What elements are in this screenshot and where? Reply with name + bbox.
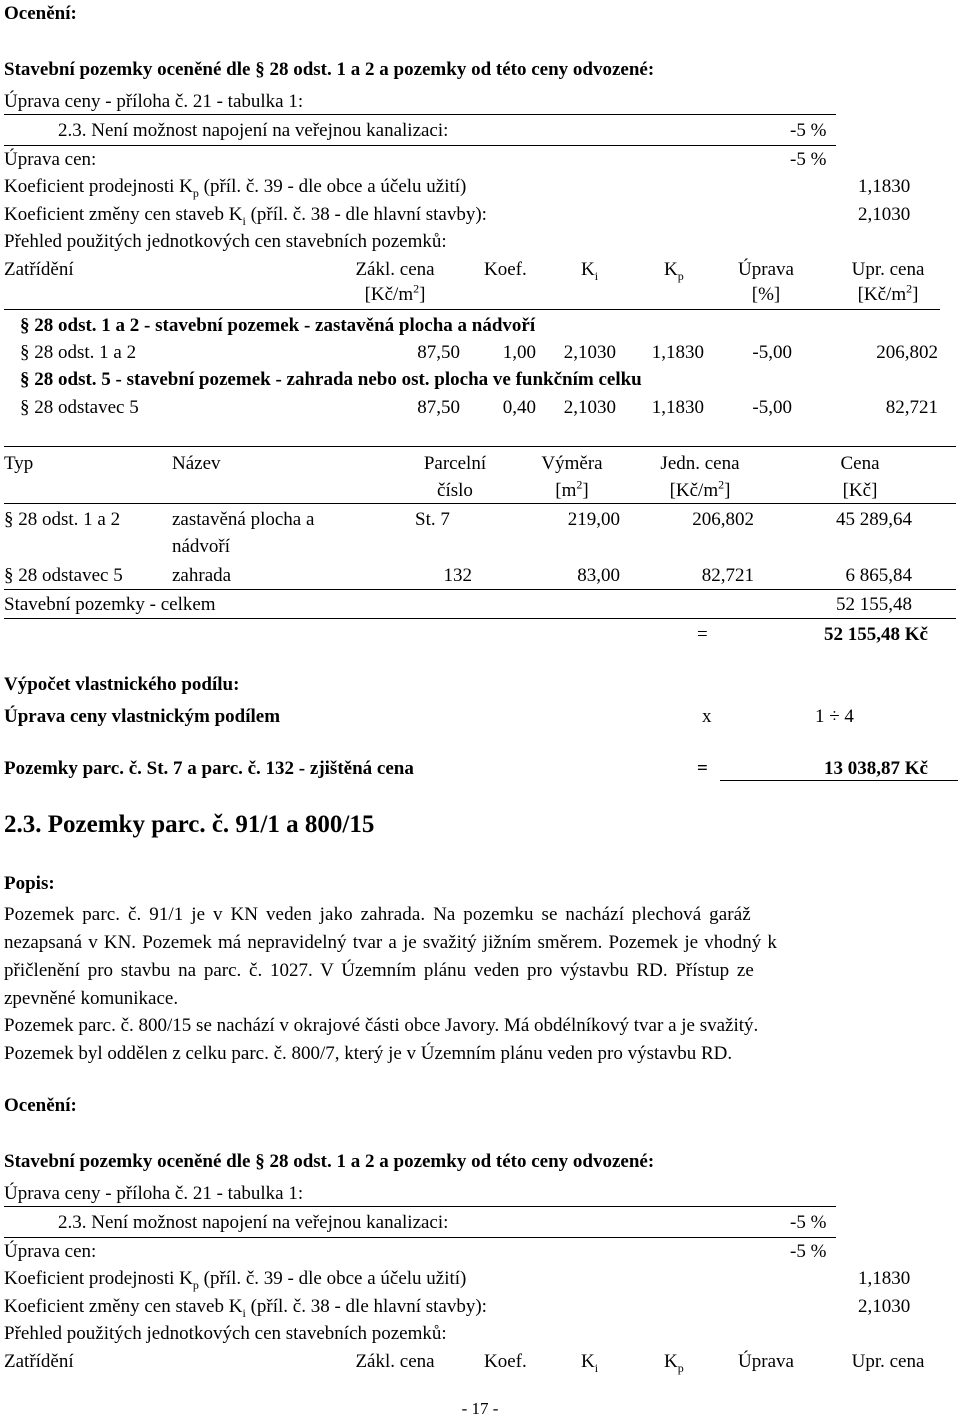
group-title: § 28 odst. 1 a 2 - stavební pozemek - zastavěná plocha a nádvoří	[20, 315, 536, 336]
adjustment-total-label: Úprava cen:	[4, 1241, 97, 1262]
divider	[4, 145, 836, 146]
unit-prices-overview: Přehled použitých jednotkových cen stavebních pozemků:	[4, 231, 447, 252]
table-cell: 1,1830	[651, 342, 704, 363]
table-row-parcel: 132	[443, 565, 472, 586]
col-price-unit: [Kč]	[842, 480, 878, 501]
table-header-line	[4, 309, 940, 310]
divider	[4, 446, 956, 447]
col-base-price: Zákl. cena	[355, 1351, 435, 1372]
col-name: Název	[172, 453, 221, 474]
adjustment-total-value: -5 %	[790, 149, 827, 170]
result-value: 13 038,87 Kč	[824, 758, 928, 779]
kp-coefficient-value: 1,1830	[858, 176, 911, 197]
table-cell: 206,802	[876, 342, 938, 363]
table-row-area: 219,00	[567, 509, 620, 530]
total-final: 52 155,48 Kč	[824, 624, 928, 645]
divider	[4, 1206, 836, 1207]
adjustment-item: 2.3. Není možnost napojení na veřejnou kanalizaci:	[58, 1212, 449, 1233]
col-classification: Zatřídění	[4, 1351, 74, 1372]
divider	[4, 618, 956, 619]
description-line: přičlenění pro stavbu na parc. č. 1027. V Územním plánu veden pro výstavbu RD. Přístup ze	[4, 960, 754, 981]
table-cell: 1,00	[502, 342, 536, 363]
table-row-price: 45 289,64	[836, 509, 912, 530]
ki-coefficient-label: Koeficient změny cen staveb $K_i$ (příl. č. 38 - dle hlavní stavby):	[4, 1296, 487, 1320]
table-cell: 82,721	[885, 397, 938, 418]
valuation-heading: Ocenění:	[4, 1095, 77, 1116]
adjustment-total-value: -5 %	[790, 1241, 827, 1262]
col-adjusted-price-unit: $[Kč/m^2]$	[857, 281, 919, 305]
col-kp: $K_p$	[664, 1351, 684, 1375]
col-adjusted-price: Upr. cena	[851, 1351, 925, 1372]
multiply-sign: x	[702, 706, 712, 727]
table-row-unit-price: 82,721	[701, 565, 754, 586]
col-price: Cena	[840, 453, 880, 474]
table-row-type: § 28 odst. 1 a 2	[20, 342, 137, 363]
col-coef: Koef.	[484, 1351, 527, 1372]
subheading: Stavební pozemky oceněné dle § 28 odst. 1 a 2 a pozemky od této ceny odvozené:	[4, 1151, 655, 1172]
col-base-price: Zákl. cena	[355, 259, 435, 280]
section-title: 2.3. Pozemky parc. č. 91/1 a 800/15	[4, 811, 375, 838]
table-cell: 87,50	[417, 397, 460, 418]
divider	[4, 1237, 836, 1238]
col-ki: $K_i$	[581, 1351, 599, 1375]
adjustment-item: 2.3. Není možnost napojení na veřejnou kanalizaci:	[58, 120, 449, 141]
table-row-type: § 28 odst. 1 a 2	[4, 509, 121, 530]
table-row-unit-price: 206,802	[692, 509, 754, 530]
table-row-type: § 28 odstavec 5	[4, 565, 123, 586]
divider	[4, 114, 836, 115]
description-line: nezapsaná v KN. Pozemek má nepravidelný tvar a je svažitý jižním směrem. Pozemek je vhodný k	[4, 932, 777, 953]
col-adjustment: Úprava	[738, 259, 794, 280]
equals-sign: =	[697, 624, 708, 645]
kp-coefficient-label: Koeficient prodejnosti $K_p$ (příl. č. 39 - dle obce a účelu užití)	[4, 1268, 467, 1292]
col-adjusted-price: Upr. cena	[851, 259, 925, 280]
result-label: Pozemky parc. č. St. 7 a parc. č. 132 - zjištěná cena	[4, 758, 414, 779]
kp-coefficient-label: Koeficient prodejnosti $K_p$ (příl. č. 39 - dle obce a účelu užití)	[4, 176, 467, 200]
result-underline	[720, 780, 958, 781]
table-cell: 1,1830	[651, 397, 704, 418]
table-header-line	[4, 503, 956, 504]
table-row-area: 83,00	[577, 565, 620, 586]
ki-coefficient-label: Koeficient změny cen staveb $K_i$ (příl. č. 38 - dle hlavní stavby):	[4, 204, 487, 228]
table-row-name: zahrada	[172, 565, 232, 586]
valuation-heading: Ocenění:	[4, 3, 77, 24]
col-unit-price-unit: $[Kč/m^2]$	[669, 477, 731, 501]
share-label: Úprava ceny vlastnickým podílem	[4, 706, 281, 727]
col-kp: $K_p$	[664, 259, 684, 283]
adjustment-item-value: -5 %	[790, 1212, 827, 1233]
group-title: § 28 odst. 5 - stavební pozemek - zahrada nebo ost. plocha ve funkčním celku	[20, 369, 642, 390]
ki-coefficient-value: 2,1030	[858, 1296, 911, 1317]
price-adjustment-label: Úprava ceny - příloha č. 21 - tabulka 1:	[4, 91, 304, 112]
equals-sign: =	[697, 758, 708, 779]
col-area-unit: $[m^2]$	[555, 477, 589, 501]
col-ki: $K_i$	[581, 259, 599, 283]
col-type: Typ	[4, 453, 34, 474]
col-area: Výměra	[541, 453, 603, 474]
table-cell: -5,00	[752, 342, 792, 363]
table-cell: 87,50	[417, 342, 460, 363]
col-classification: Zatřídění	[4, 259, 74, 280]
description-line: Pozemek parc. č. 800/15 se nachází v okrajové části obce Javory. Má obdélníkový tvar a je svažitý.	[4, 1015, 759, 1036]
table-cell: -5,00	[752, 397, 792, 418]
table-cell: 0,40	[502, 397, 536, 418]
total-value: 52 155,48	[836, 594, 912, 615]
description-line: Pozemek byl oddělen z celku parc. č. 800/7, který je v Územním plánu veden pro výstavbu RD.	[4, 1043, 733, 1064]
table-cell: 2,1030	[563, 397, 616, 418]
ki-coefficient-value: 2,1030	[858, 204, 911, 225]
share-fraction: 1 ÷ 4	[815, 706, 854, 727]
adjustment-total-label: Úprava cen:	[4, 149, 97, 170]
table-cell: 2,1030	[563, 342, 616, 363]
description-heading: Popis:	[4, 873, 55, 894]
divider	[4, 589, 956, 590]
table-row-name: zastavěná plocha a	[172, 509, 315, 530]
description-line: zpevněné komunikace.	[4, 988, 179, 1009]
kp-coefficient-value: 1,1830	[858, 1268, 911, 1289]
col-adjustment: Úprava	[738, 1351, 794, 1372]
share-heading: Výpočet vlastnického podílu:	[4, 674, 240, 695]
total-label: Stavební pozemky - celkem	[4, 594, 216, 615]
subheading: Stavební pozemky oceněné dle § 28 odst. 1 a 2 a pozemky od této ceny odvozené:	[4, 59, 655, 80]
col-base-price-unit: $[Kč/m^2]$	[364, 281, 426, 305]
table-row-price: 6 865,84	[845, 565, 912, 586]
table-row-parcel: St. 7	[415, 509, 450, 530]
price-adjustment-label: Úprava ceny - příloha č. 21 - tabulka 1:	[4, 1183, 304, 1204]
unit-prices-overview: Přehled použitých jednotkových cen stavebních pozemků:	[4, 1323, 447, 1344]
col-coef: Koef.	[484, 259, 527, 280]
table-row-name-2: nádvoří	[172, 536, 231, 557]
col-unit-price: Jedn. cena	[660, 453, 740, 474]
description-line: Pozemek parc. č. 91/1 je v KN veden jako zahrada. Na pozemku se nachází plechová garáž	[4, 904, 751, 925]
col-parcel: Parcelní	[423, 453, 487, 474]
col-parcel-2: číslo	[437, 480, 473, 501]
table-row-type: § 28 odstavec 5	[20, 397, 139, 418]
page-number: - 17 -	[461, 1399, 499, 1418]
adjustment-item-value: -5 %	[790, 120, 827, 141]
col-adjustment-unit: [%]	[751, 284, 781, 305]
